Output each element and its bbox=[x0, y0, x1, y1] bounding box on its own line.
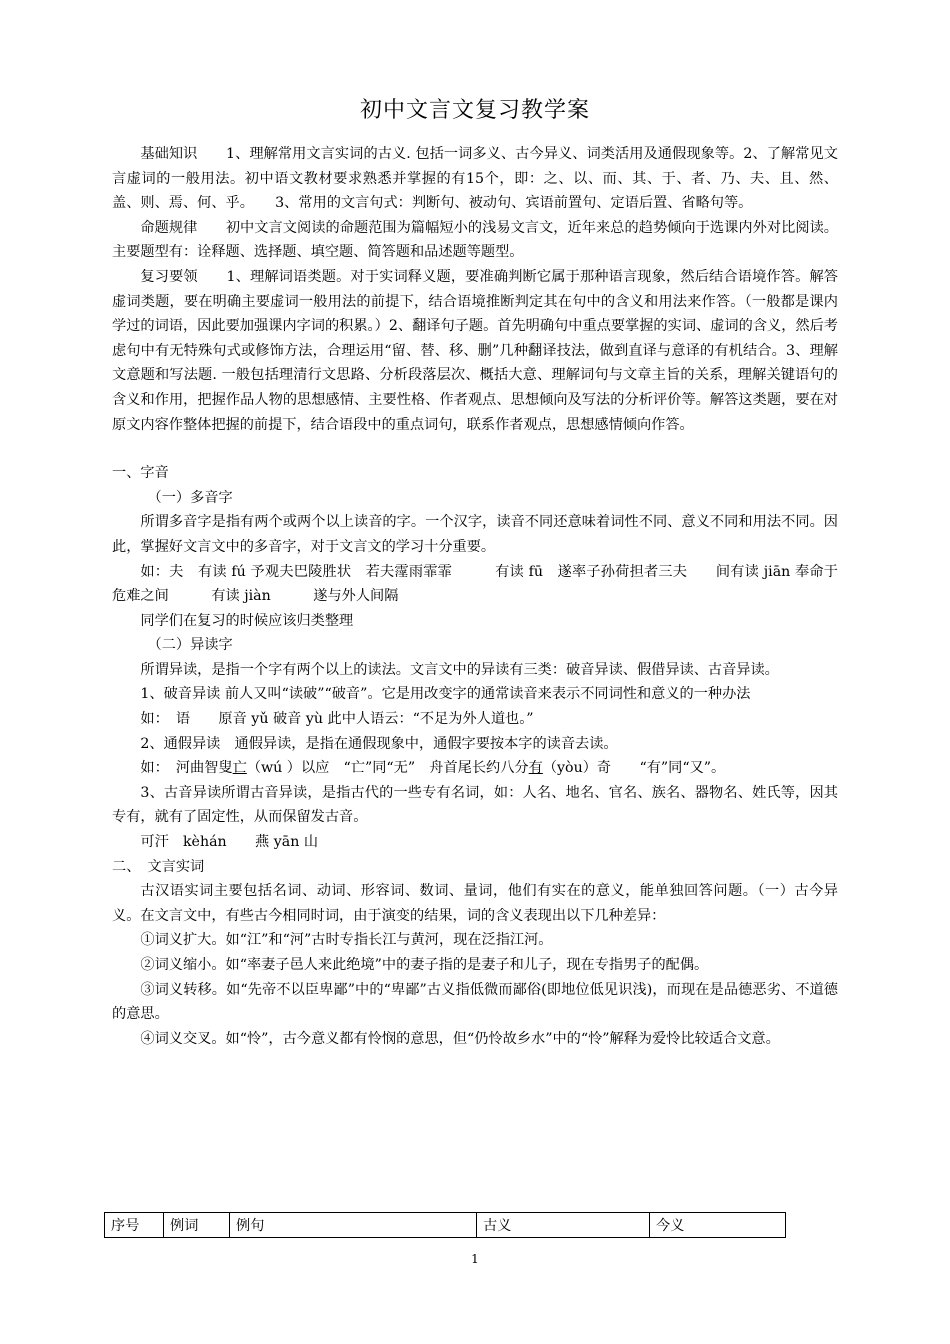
example-paragraph bbox=[112, 756, 838, 781]
header-cell-word: 例词 bbox=[164, 1213, 230, 1238]
example-paragraph: 如： 语 原音 yǔ 破音 yù 此中人语云：“不足为外人道也。” bbox=[140, 711, 534, 728]
document-title: 初中文言文复习教学案 bbox=[359, 98, 590, 123]
text-run: （wú ）以应 “亡”同“无” 舟首尾长约八分 bbox=[246, 760, 529, 777]
header-cell-ancient-meaning: 古义 bbox=[477, 1213, 650, 1238]
underlined-char: 亡 bbox=[232, 760, 247, 777]
paragraph: 古汉语实词主要包括名词、动词、形容词、数词、量词，他们有实在的意义，能单独回答问题。（一）古今异义。在文言文中，有些古今相同时词，由于演变的结果，词的含义表现出以下几种差异： bbox=[112, 883, 838, 924]
text-run: 如： 河曲智叟 bbox=[140, 760, 233, 777]
list-item: ②词义缩小。如“率妻子邑人来此绝境”中的妻子指的是妻子和儿子，现在专指男子的配偶。 bbox=[140, 957, 709, 973]
paragraph: 3、古音异读所谓古音异读，是指古代的一些专有名词，如：人名、地名、官名、族名、器物名、姓氏等，因其专有，就有了固定性，从而保留发古音。 bbox=[112, 784, 838, 826]
list-item: ①词义扩大。如“江”和“河”古时专指长江与黄河，现在泛指江河。 bbox=[140, 932, 553, 949]
section-heading-content-words: 二、 文言实词 bbox=[112, 858, 205, 875]
review-points-paragraph: 复习要领 1、理解词语类题。对于实词释义题，要准确判断它属于那种语言现象，然后结合语境作答。解答虚词类题，要在明确主要虚词一般用法的前提下，结合语境推断判定其在句中的含义和用法来作答。（一般都是课内学过的词语，因此要加强课内字词的积累。）2、翻译句子题。首先明确句中重点要掌握的实词、虚词的含义，然后考虑句中有无特殊句式或修饰方法，合理运用“留、替、移、删”几种翻译技法，做到直译与意译的有机结合。3、理解文意题和写法题. 一般包括理清行文思路、分析段落层次、概括大意、理解词句与文章主旨的关系，理解关键语句的含义和作用，把握作品人物的思想感情、主要性格、作者观点、思想倾向及写法的分析评价等。解答这类题，要在对原文内容作整体把握的前提下，结合语段中的重点词句，联系作者观点，思想感情倾向作答。 bbox=[112, 268, 838, 433]
list-item: ③词义转移。如“先帝不以臣卑鄙”中的“卑鄙”古义指低微而鄙俗(即地位低见识浅)，而现在是品德恶劣、不道德的意思。 bbox=[112, 981, 838, 1023]
section-heading-pronunciation: 一、字音 bbox=[112, 465, 169, 482]
table-header-row bbox=[105, 1213, 786, 1238]
basic-knowledge-paragraph: 基础知识 1、理解常用文言实词的古义. 包括一词多义、古今异义、词类活用及通假现象等。2、了解常见文言虚词的一般用法。初中语文教材要求熟悉并掌握的有15个，即：之、以、而、其、于、者、乃、夫、且、然、盖、则、焉、何、乎。 3、常用的文言句式：判断句、被动句、宾语前置句、定语后置、省略句等。 bbox=[112, 146, 838, 212]
header-cell-modern-meaning: 今义 bbox=[650, 1213, 786, 1238]
paragraph: 所谓多音字是指有两个或两个以上读音的字。一个汉字，读音不同还意味着词性不同、意义不同和用法不同。因此，掌握好文言文中的多音字，对于文言文的学习十分重要。 bbox=[112, 514, 838, 555]
header-cell-index: 序号 bbox=[105, 1213, 164, 1238]
text-run: （yòu）奇 “有”同“又”。 bbox=[542, 760, 726, 777]
subheading-polyphonic: （一）多音字 bbox=[147, 489, 233, 506]
exam-rules-paragraph: 命题规律 初中文言文阅读的命题范围为篇幅短小的浅易文言文，近年来总的趋势倾向于选课内外对比阅读。主要题型有：诠释题、选择题、填空题、简答题和品述题等题型。 bbox=[112, 219, 838, 261]
paragraph: 同学们在复习的时候应该归类整理 bbox=[140, 612, 354, 629]
blank-line bbox=[112, 437, 838, 461]
document-body bbox=[112, 142, 838, 1051]
underlined-char: 有 bbox=[528, 760, 543, 777]
page-number: 1 bbox=[471, 1252, 479, 1266]
paragraph: 2、通假异读 通假异读，是指在通假现象中，通假字要按本字的读音去读。 bbox=[140, 735, 618, 752]
example-paragraph: 如：夫 有读 fú 予观夫巴陵胜状 若夫霪雨霏霏 有读 fū 遂率子孙荷担者三夫 间有读 jiān 奉命于危难之间 有读 jiàn 遂与外人间隔 bbox=[112, 563, 838, 605]
paragraph: 1、破音异读 前人又叫“读破”“破音”。它是用改变字的通常读音来表示不同词性和意义的一种办法 bbox=[140, 686, 751, 703]
subheading-variant-reading: （二）异读字 bbox=[147, 637, 233, 654]
example-paragraph: 可汗 kèhán 燕 yān 山 bbox=[140, 834, 319, 851]
header-cell-sentence: 例句 bbox=[230, 1213, 477, 1238]
list-item: ④词义交叉。如“怜”，古今意义都有怜悯的意思，但“仍怜故乡水”中的“怜”解释为爱怜比较适合文意。 bbox=[140, 1030, 780, 1047]
paragraph: 所谓异读，是指一个字有两个以上的读法。文言文中的异读有三类：破音异读、假借异读、古音异读。 bbox=[140, 661, 779, 678]
vocabulary-table bbox=[104, 1212, 786, 1238]
